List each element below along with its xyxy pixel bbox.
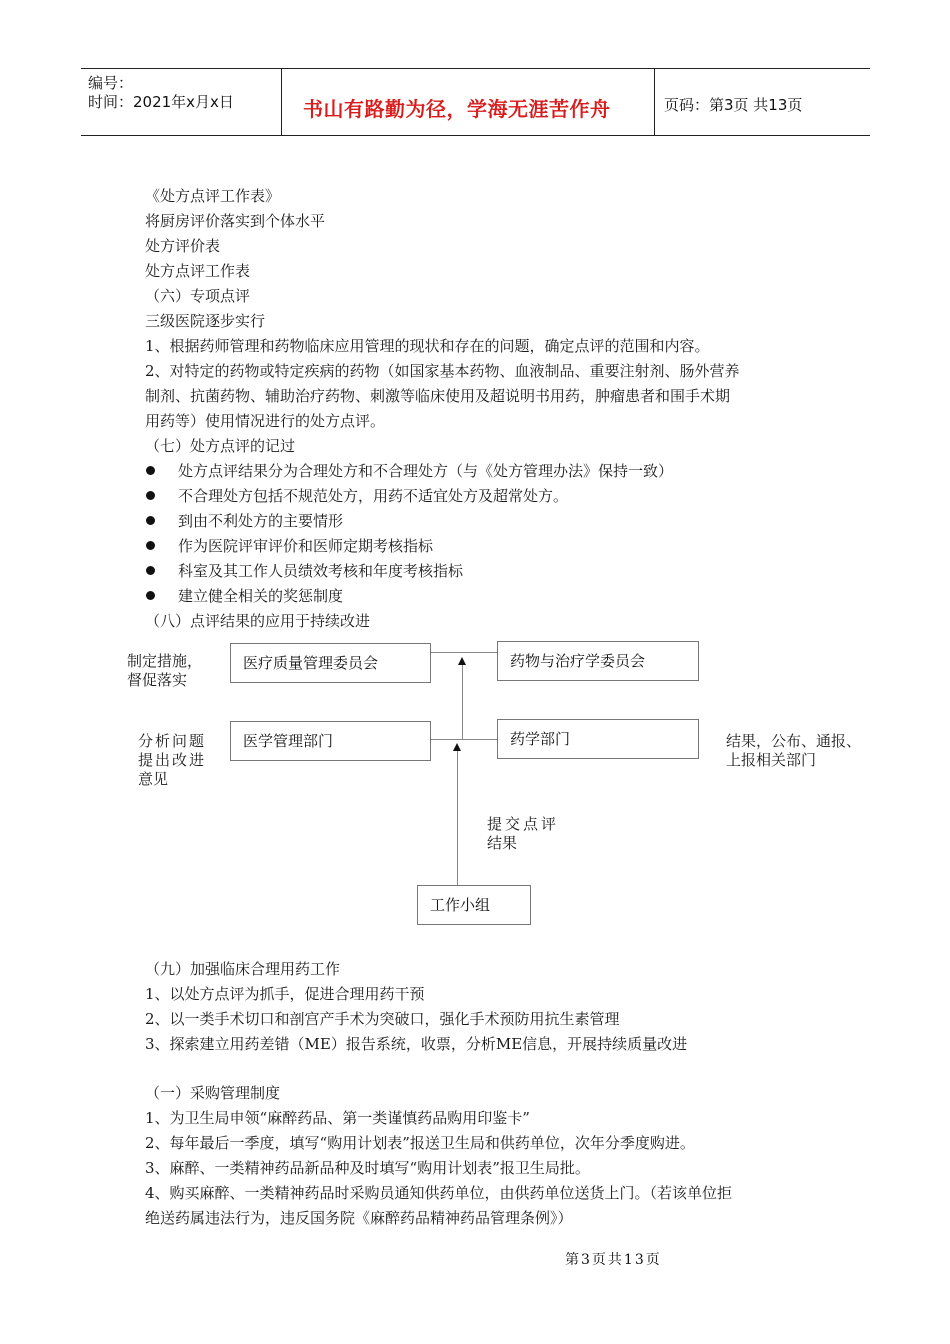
bullet-item: 作为医院评审评价和医师定期考核指标 [178,537,434,555]
bullet-item: 到由不利处方的主要情形 [178,512,344,530]
text-line: 4、购买麻醉、一类精神药品时采购员通知供药单位，由供药单位送货上门。（若该单位拒 [145,1184,733,1202]
bullet-item: 处方点评结果分为合理处方和不合理处方（与《处方管理办法》保持一致） [178,462,674,480]
note-submit: 提交点评 [487,815,560,833]
header-page-info: 页码：第3页 共13页 [664,96,803,114]
header-bottom-rule [81,135,870,136]
section-heading: （七）处方点评的记过 [145,437,296,455]
note-results: 结果，公布、通报、 [726,732,862,750]
header-top-rule [81,68,870,69]
note-measures: 制定措施， [127,652,203,670]
bullet-dot-icon [146,466,155,475]
note-submit: 结果 [487,834,518,852]
box-pharmacy-dept: 药学部门 [497,719,699,759]
text-line: 1、根据药师管理和药物临床应用管理的现状和存在的问题，确定点评的范围和内容。 [145,337,710,355]
text-line: 处方评价表 [145,237,221,255]
text-line: 将厨房评价落实到个体水平 [145,212,326,230]
section-heading: （八）点评结果的应用于持续改进 [145,612,371,630]
text-line: 3、麻醉、一类精神药品新品种及时填写“购用计划表”报卫生局批。 [145,1159,590,1177]
text-line: 用药等）使用情况进行的处方点评。 [145,412,386,430]
note-analysis: 意见 [138,770,169,788]
text-line: 2、每年最后一季度，填写“购用计划表”报送卫生局和供药单位，次年分季度购进。 [145,1134,695,1152]
text-line: 处方点评工作表 [145,262,251,280]
text-line: 1、为卫生局申领“麻醉药品、第一类谨慎药品购用印鉴卡” [145,1109,530,1127]
bullet-dot-icon [146,591,155,600]
box-workgroup: 工作小组 [417,885,531,925]
text-line: 制剂、抗菌药物、辅助治疗药物、刺激等临床使用及超说明书用药，肿瘤患者和围手术期 [145,387,731,405]
connector-line [457,750,458,885]
bullet-dot-icon [146,566,155,575]
bullet-dot-icon [146,491,155,500]
bullet-dot-icon [146,516,155,525]
header-divider-left [281,68,282,136]
note-analysis: 提出改进 [138,751,207,769]
box-quality-committee: 医疗质量管理委员会 [230,643,431,683]
section-heading: （六）专项点评 [145,287,251,305]
bullet-dot-icon [146,541,155,550]
connector-line [462,664,463,739]
section-heading: （九）加强临床合理用药工作 [145,960,341,978]
note-analysis: 分析问题 [138,732,207,750]
header-number-label: 编号： [88,74,134,92]
bullet-item: 不合理处方包括不规范处方，用药不适宜处方及超常处方。 [178,487,569,505]
text-line: 1、以处方点评为抓手，促进合理用药干预 [145,985,425,1003]
bullet-item: 建立健全相关的奖惩制度 [178,587,344,605]
text-line: 2、以一类手术切口和剖宫产手术为突破口，强化手术预防用抗生素管理 [145,1010,620,1028]
header-motto: 书山有路勤为径，学海无涯苦作舟 [303,97,611,121]
header-time-label: 时间：2021年x月x日 [88,93,234,111]
box-medical-dept: 医学管理部门 [230,721,431,761]
bullet-item: 科室及其工作人员绩效考核和年度考核指标 [178,562,464,580]
text-line: 3、探索建立用药差错（ME）报告系统，收票，分析ME信息，开展持续质量改进 [145,1035,688,1053]
text-line: 《处方点评工作表》 [145,187,281,205]
footer-page-number: 第3页共13页 [565,1252,662,1268]
text-line: 三级医院逐步实行 [145,312,266,330]
box-pharmacy-committee: 药物与治疗学委员会 [497,641,699,681]
text-line: 绝送药属违法行为，违反国务院《麻醉药品精神药品管理条例》） [145,1209,573,1227]
arrow-up-icon [453,743,461,751]
section-heading: （一）采购管理制度 [145,1084,281,1102]
connector-line [431,739,497,740]
text-line: 2、对特定的药物或特定疾病的药物（如国家基本药物、血液制品、重要注射剂、肠外营养 [145,362,740,380]
arrow-up-icon [458,657,466,665]
connector-line [431,652,497,653]
note-results: 上报相关部门 [726,751,817,769]
header-divider-right [654,68,655,136]
note-measures: 督促落实 [127,671,188,689]
